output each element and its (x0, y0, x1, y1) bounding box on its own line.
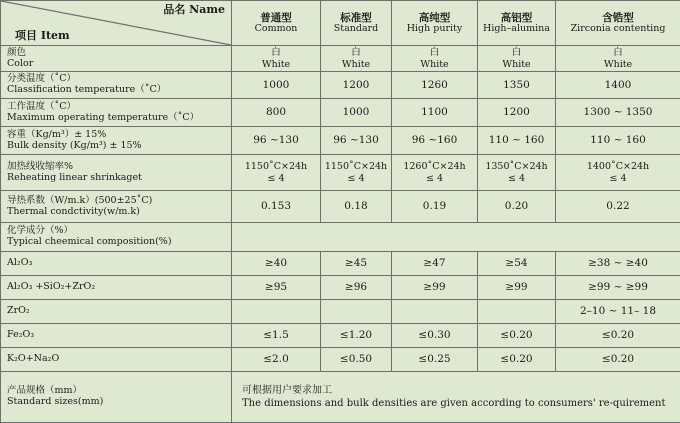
row-label-shrinkage: 加热线收缩率% Reheating linear shrinkaget (1, 155, 232, 191)
table-cell: 白 White (321, 46, 392, 72)
table-cell: ≥99 ~ ≥99 (556, 276, 680, 300)
standard-sizes-note: 可根据用户要求加工 The dimensions and bulk densities are given according to consumers' re-quirement (232, 372, 680, 423)
header-item-label: 项目 Item (15, 30, 70, 43)
table-cell: 白 White (478, 46, 556, 72)
table-row (1, 252, 680, 276)
table-cell: 白 White (392, 46, 478, 72)
column-header-zirconia: 含锆型 Zirconia contenting (556, 1, 680, 46)
table-cell: ≤0.25 (392, 348, 478, 372)
table-cell (232, 300, 321, 324)
composition-heading-row (1, 223, 680, 252)
table-cell: ≤0.50 (321, 348, 392, 372)
column-header-standard: 标准型 Standard (321, 1, 392, 46)
table-cell: 1000 (232, 72, 321, 99)
table-cell: 1200 (478, 99, 556, 127)
table-cell: ≤0.20 (478, 324, 556, 348)
table-row (1, 191, 680, 223)
table-cell: 96 ~160 (392, 127, 478, 155)
table-cell: ≤0.20 (556, 324, 680, 348)
table-row (1, 324, 680, 348)
table-cell: 1100 (392, 99, 478, 127)
column-header-high-alumina: 高铝型 High–alumina (478, 1, 556, 46)
table-cell: 1350 (478, 72, 556, 99)
table-cell (392, 300, 478, 324)
table-row (1, 72, 680, 99)
row-label-fe2o3: Fe₂O₃ (1, 324, 232, 348)
table-cell: 1260˚C×24h ≤ 4 (392, 155, 478, 191)
table-cell: ≥45 (321, 252, 392, 276)
column-header-high-purity: 高纯型 High purity (392, 1, 478, 46)
table-cell: 0.19 (392, 191, 478, 223)
table-cell: ≤1.5 (232, 324, 321, 348)
table-cell: 1400˚C×24h ≤ 4 (556, 155, 680, 191)
table-row (1, 155, 680, 191)
table-cell (478, 300, 556, 324)
row-label-thermal-conductivity: 导热系数（W/m.k）(500±25˚C) Thermal condctivity(w/m.k) (1, 191, 232, 223)
table-cell: ≥40 (232, 252, 321, 276)
table-row (1, 348, 680, 372)
table-cell: 110 ~ 160 (478, 127, 556, 155)
table-cell: ≤0.30 (392, 324, 478, 348)
composition-blank-cell (232, 223, 680, 252)
row-label-al2o3-sio2-zro2: Al₂O₃ +SiO₂+ZrO₂ (1, 276, 232, 300)
table-cell: 800 (232, 99, 321, 127)
row-label-standard-sizes: 产品规格（mm） Standard sizes(mm) (1, 372, 232, 423)
table-cell: ≥96 (321, 276, 392, 300)
table-cell (321, 300, 392, 324)
table-cell: 1150˚C×24h ≤ 4 (321, 155, 392, 191)
table-cell: 110 ~ 160 (556, 127, 680, 155)
table-cell: ≤0.20 (556, 348, 680, 372)
row-label-operating-temp: 工作温度（˚C） Maximum operating temperature（˚C） (1, 99, 232, 127)
table-cell: 2–10 ~ 11– 18 (556, 300, 680, 324)
table-cell: 96 ~130 (232, 127, 321, 155)
table-row (1, 46, 680, 72)
table-row (1, 127, 680, 155)
table-cell: 1150˚C×24h ≤ 4 (232, 155, 321, 191)
table-cell: ≥99 (478, 276, 556, 300)
table-cell: 0.22 (556, 191, 680, 223)
table-cell: 1200 (321, 72, 392, 99)
table-cell: 白 White (232, 46, 321, 72)
row-label-k2o-na2o: K₂O+Na₂O (1, 348, 232, 372)
table-cell: 1000 (321, 99, 392, 127)
table-cell: 1400 (556, 72, 680, 99)
table-cell: 1350˚C×24h ≤ 4 (478, 155, 556, 191)
table-cell: ≥95 (232, 276, 321, 300)
row-label-zro2: ZrO₂ (1, 300, 232, 324)
header-row (1, 1, 680, 46)
row-label-composition: 化学成分（%） Typical cheemical composition(%) (1, 223, 232, 252)
table-row (1, 300, 680, 324)
table-cell: ≥38 ~ ≥40 (556, 252, 680, 276)
table-row (1, 372, 680, 423)
table-cell: 0.153 (232, 191, 321, 223)
table-cell: 白 White (556, 46, 680, 72)
table-cell: ≥47 (392, 252, 478, 276)
table-cell: ≤1.20 (321, 324, 392, 348)
row-label-al2o3: Al₂O₃ (1, 252, 232, 276)
table-cell: ≤2.0 (232, 348, 321, 372)
table-cell: ≤0.20 (478, 348, 556, 372)
table-row (1, 99, 680, 127)
table-row (1, 276, 680, 300)
row-label-classification-temp: 分类温度（˚C） Classification temperature（˚C） (1, 72, 232, 99)
table-cell: 1260 (392, 72, 478, 99)
table-cell: 0.18 (321, 191, 392, 223)
header-name-label: 品名 Name (163, 4, 225, 17)
row-label-bulk-density: 容重（Kg/m³）± 15% Bulk density (Kg/m³) ± 15% (1, 127, 232, 155)
table-cell: 1300 ~ 1350 (556, 99, 680, 127)
header-corner-cell (1, 1, 232, 46)
table-cell: 96 ~130 (321, 127, 392, 155)
column-header-common: 普通型 Common (232, 1, 321, 46)
row-label-color: 颜色 Color (1, 46, 232, 72)
table-cell: ≥54 (478, 252, 556, 276)
table-cell: ≥99 (392, 276, 478, 300)
table-cell: 0.20 (478, 191, 556, 223)
